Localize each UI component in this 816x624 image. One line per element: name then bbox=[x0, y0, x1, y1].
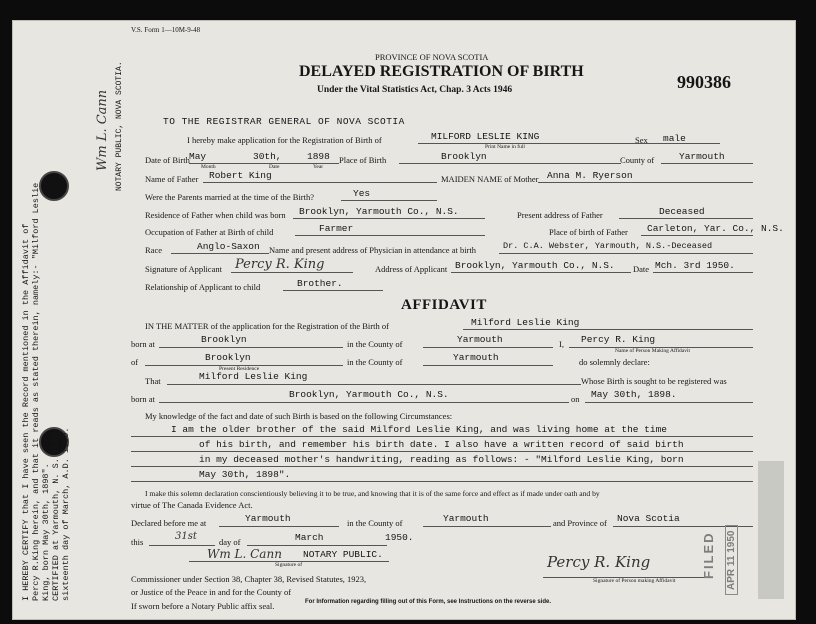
i-label: I, bbox=[559, 339, 564, 349]
mother-value: Anna M. Ryerson bbox=[547, 170, 633, 181]
residence-label: Residence of Father when child was born bbox=[145, 210, 286, 220]
father-label: Name of Father bbox=[145, 174, 199, 184]
month-line bbox=[247, 545, 387, 546]
county-label: County of bbox=[620, 155, 655, 165]
deponent-signature-hint: Signature of Person making Affidavit bbox=[593, 578, 676, 584]
knowledge-label: My knowledge of the fact and date of such Birth is based on the following Circumstances: bbox=[145, 411, 453, 421]
occupation-label: Occupation of Father at Birth of child bbox=[145, 227, 274, 237]
notary-title: NOTARY PUBLIC. bbox=[303, 549, 383, 560]
born-at-label: born at bbox=[131, 339, 155, 349]
that-label: That bbox=[145, 376, 161, 386]
sex-label: Sex bbox=[635, 135, 648, 145]
affidavit-heading: AFFIDAVIT bbox=[401, 297, 487, 313]
application-date-label: Date bbox=[633, 264, 650, 274]
whose-birth-label: Whose Birth is sought to be registered was bbox=[581, 376, 727, 386]
father-pob-line bbox=[641, 235, 753, 236]
married-value: Yes bbox=[353, 188, 371, 199]
circumstance-line-2: of his birth, and remember his birth date. I also have a written record of said birth bbox=[199, 439, 684, 450]
declared-at-label: Declared before me at bbox=[131, 518, 207, 528]
pob-line bbox=[399, 163, 621, 164]
day-line bbox=[149, 545, 215, 546]
on-label: on bbox=[571, 394, 580, 404]
maiden-label: MAIDEN NAME of Mother bbox=[441, 174, 539, 184]
print-name-hint: Print Name in full bbox=[485, 144, 525, 150]
solemn-declaration-2: virtue of The Canada Evidence Act. bbox=[131, 500, 253, 510]
solemnly-declare: do solemnly declare: bbox=[579, 357, 650, 367]
of-label: of bbox=[131, 357, 139, 367]
month-hint: Month bbox=[201, 164, 216, 170]
born-at-label-2: born at bbox=[131, 394, 155, 404]
born-at-value: Brooklyn bbox=[201, 334, 247, 345]
footer-note: For Information regarding filling out of this Form, see Instructions on the reverse side. bbox=[305, 599, 552, 605]
relationship-line bbox=[283, 290, 383, 291]
born-date-2-line bbox=[585, 402, 753, 403]
dob-label: Date of Birth bbox=[145, 155, 190, 165]
of-county-label: in the County of bbox=[347, 357, 403, 367]
married-label: Were the Parents married at the time of the Birth? bbox=[145, 192, 315, 202]
circumstance-line-4: May 30th, 1898". bbox=[199, 469, 291, 480]
this-label: this bbox=[131, 537, 144, 547]
declared-day: 31st bbox=[175, 531, 197, 542]
residence-value: Brooklyn, Yarmouth Co., N.S. bbox=[299, 206, 459, 217]
pob-label: Place of Birth bbox=[339, 155, 387, 165]
applicant-address: Brooklyn, Yarmouth Co., N.S. bbox=[455, 260, 615, 271]
of-county-value: Yarmouth bbox=[453, 352, 499, 363]
father-value: Robert King bbox=[209, 170, 272, 181]
year-hint: Year bbox=[313, 164, 324, 170]
notary-signature-hint: Signature of bbox=[275, 562, 303, 568]
birth-registration-form bbox=[12, 20, 796, 620]
declared-year: 1950. bbox=[385, 532, 414, 543]
married-line bbox=[341, 200, 437, 201]
residence-line bbox=[293, 218, 485, 219]
born-at-line bbox=[159, 347, 343, 348]
affidavit-name-line bbox=[463, 329, 753, 330]
born-place-2: Brooklyn, Yarmouth Co., N.S. bbox=[289, 389, 449, 400]
registration-number: 990386 bbox=[677, 72, 731, 92]
race-label: Race bbox=[145, 245, 162, 255]
deponent-name-hint: Name of Person Making Affidavit bbox=[615, 348, 691, 354]
circ-rule-4 bbox=[131, 481, 753, 482]
side-cert-line-1: I HEREBY CERTIFY that I have seen the Record mentioned in the Affidavit of bbox=[21, 223, 31, 601]
date-hint: Date bbox=[269, 164, 280, 170]
county-line bbox=[661, 163, 753, 164]
relationship-value: Brother. bbox=[297, 278, 343, 289]
filed-date-stamp: APR 11 1950 bbox=[725, 526, 738, 596]
form-subtitle: Under the Vital Statistics Act, Chap. 3 Acts 1946 bbox=[317, 85, 513, 95]
commissioner-text: Commissioner under Section 38, Chapter 38, Revised Statutes, 1923, bbox=[131, 574, 367, 584]
province-label: and Province of bbox=[553, 518, 607, 528]
side-cert-line-3: King, born May 30th, 1898". bbox=[41, 463, 51, 601]
affidavit-child-name: Milford Leslie King bbox=[471, 317, 580, 328]
applicant-signature: Percy R. King bbox=[235, 257, 325, 272]
side-cert-line-2: Percy R.King herein, and that it reads as stated therein, namely:- "Milford Leslie bbox=[31, 182, 41, 601]
day-of-label: day of bbox=[219, 537, 241, 547]
that-name-line bbox=[167, 384, 581, 385]
in-county-value: Yarmouth bbox=[457, 334, 503, 345]
physician-value: Dr. C.A. Webster, Yarmouth, N.S.-Deceased bbox=[503, 241, 713, 251]
pob-value: Brooklyn bbox=[441, 151, 487, 162]
that-name: Milford Leslie King bbox=[199, 371, 308, 382]
to-registrar-heading: TO THE REGISTRAR GENERAL OF NOVA SCOTIA bbox=[163, 116, 405, 127]
race-line bbox=[171, 253, 269, 254]
child-name: MILFORD LESLIE KING bbox=[431, 131, 540, 142]
county-value: Yarmouth bbox=[679, 151, 725, 162]
applicant-address-label: Address of Applicant bbox=[375, 264, 448, 274]
province-heading: PROVINCE OF NOVA SCOTIA bbox=[375, 52, 489, 62]
justice-text: or Justice of the Peace in and for the County of bbox=[131, 587, 292, 597]
deponent-signature: Percy R. King bbox=[547, 553, 651, 571]
notary-signature: Wm L. Cann bbox=[207, 547, 282, 561]
province-value: Nova Scotia bbox=[617, 513, 680, 524]
applicant-signature-line bbox=[231, 272, 353, 273]
side-notary-title: NOTARY PUBLIC, NOVA SCOTIA. bbox=[115, 61, 124, 191]
declared-at-value: Yarmouth bbox=[245, 513, 291, 524]
declared-month: March bbox=[295, 532, 324, 543]
present-address-value: Deceased bbox=[659, 206, 705, 217]
application-date-line bbox=[653, 272, 753, 273]
sex-value: male bbox=[663, 133, 686, 144]
occupation-line bbox=[295, 235, 485, 236]
in-county-label: in the County of bbox=[347, 339, 403, 349]
form-title: DELAYED REGISTRATION OF BIRTH bbox=[299, 63, 584, 80]
applicant-signature-label: Signature of Applicant bbox=[145, 264, 222, 274]
application-date: Mch. 3rd 1950. bbox=[655, 260, 735, 271]
in-county-line bbox=[423, 347, 553, 348]
declared-county-line bbox=[423, 526, 551, 527]
side-certificate bbox=[21, 41, 71, 601]
seal-note: If sworn before a Notary Public affix seal. bbox=[131, 601, 275, 611]
father-pob-value: Carleton, Yar. Co., N.S. bbox=[647, 223, 784, 234]
form-number: V.S. Form 1—10M-9-48 bbox=[131, 26, 201, 34]
filed-stamp: FILED bbox=[701, 531, 716, 579]
circ-rule-2 bbox=[131, 451, 753, 452]
stamp-smudge bbox=[758, 461, 784, 599]
dob-month: May bbox=[189, 151, 207, 162]
present-address-line bbox=[619, 218, 753, 219]
of-place: Brooklyn bbox=[205, 352, 251, 363]
of-county-line bbox=[423, 365, 553, 366]
father-pob-label: Place of birth of Father bbox=[549, 227, 628, 237]
mother-line bbox=[538, 182, 753, 183]
applicant-address-line bbox=[451, 272, 631, 273]
physician-label: Name and present address of Physician in attendance at birth bbox=[269, 245, 477, 255]
father-line bbox=[203, 182, 437, 183]
circ-rule-1 bbox=[131, 436, 753, 437]
circ-rule-3 bbox=[131, 466, 753, 467]
affidavit-matter: IN THE MATTER of the application for the Registration of the Birth of bbox=[145, 321, 389, 331]
application-intro: I hereby make application for the Registration of Birth of bbox=[187, 135, 382, 145]
dob-day: 30th, bbox=[253, 151, 282, 162]
solemn-declaration-1: I make this solemn declaration conscientiously believing it to be true, and knowing that it is of the same force and effect as if made under oath and by bbox=[145, 489, 600, 498]
race-value: Anglo-Saxon bbox=[197, 241, 260, 252]
declared-county-label: in the County of bbox=[347, 518, 403, 528]
physician-line bbox=[499, 253, 753, 254]
side-cert-line-5: sixteenth day of March, A.D. 1950. bbox=[61, 427, 71, 601]
relationship-label: Relationship of Applicant to child bbox=[145, 282, 261, 292]
present-address-label: Present address of Father bbox=[517, 210, 603, 220]
born-place-2-line bbox=[159, 402, 569, 403]
occupation-value: Farmer bbox=[319, 223, 354, 234]
residence-hint: Present Residence bbox=[219, 366, 260, 372]
side-notary-signature: Wm L. Cann bbox=[95, 89, 110, 171]
side-cert-line-4: CERTIFIED at Yarmouth, N. S. this bbox=[51, 432, 61, 601]
declared-county-value: Yarmouth bbox=[443, 513, 489, 524]
circumstance-line-1: I am the older brother of the said Milford Leslie King, and was living home at the time bbox=[171, 424, 667, 435]
deponent-name: Percy R. King bbox=[581, 334, 656, 345]
circumstance-line-3: in my deceased mother's handwriting, reading as follows: - "Milford Leslie King, born bbox=[199, 454, 684, 465]
declared-at-line bbox=[219, 526, 339, 527]
dob-year: 1898 bbox=[307, 151, 330, 162]
born-date-2: May 30th, 1898. bbox=[591, 389, 677, 400]
